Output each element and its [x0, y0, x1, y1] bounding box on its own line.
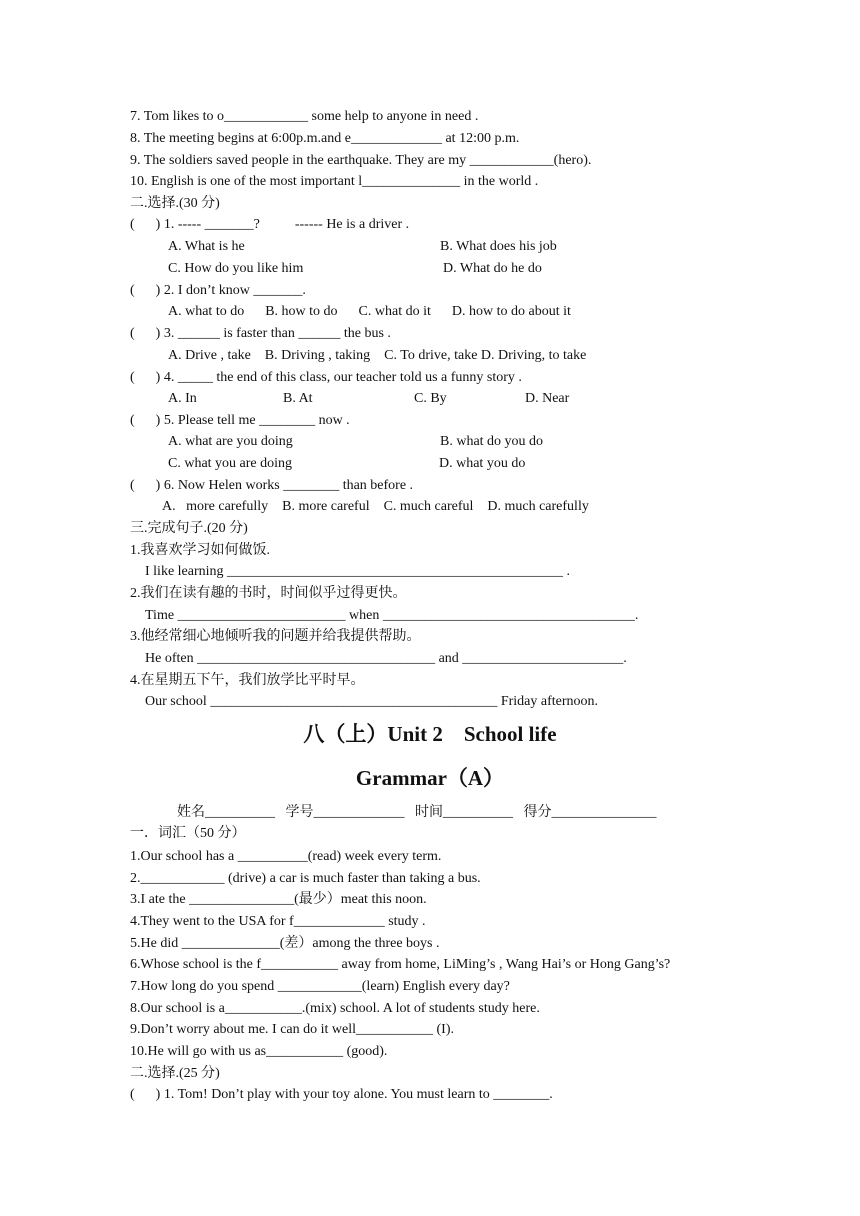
- vocab-item: 6.Whose school is the f___________ away from home, LiMing’s , Wang Hai’s or Hong Gang’s?: [130, 957, 671, 972]
- sentence-english: I like learning ________________________________________________ .: [145, 564, 571, 579]
- vocab-item: 1.Our school has a __________(read) week every term.: [130, 849, 442, 864]
- option-c: C. How do you like him: [168, 261, 304, 276]
- vocab-item: 2.____________ (drive) a car is much faster than taking a bus.: [130, 871, 481, 886]
- question-stem: ( ) 5. Please tell me ________ now .: [130, 413, 350, 428]
- option-d: D. What do he do: [443, 261, 542, 276]
- option-c: C. By: [414, 391, 447, 406]
- vocab-item: 8. The meeting begins at 6:00p.m.and e_____________ at 12:00 p.m.: [130, 131, 520, 146]
- question-options: A. Drive , take B. Driving , taking C. To drive, take D. Driving, to take: [168, 348, 587, 363]
- sentence-english: He often __________________________________ and _______________________.: [145, 651, 627, 666]
- question-options: A. what to do B. how to do C. what do it D. how to do about it: [168, 304, 571, 319]
- question-stem: ( ) 2. I don’t know _______.: [130, 283, 306, 298]
- vocab-item: 7. Tom likes to o____________ some help to anyone in need .: [130, 109, 479, 124]
- option-d: D. what you do: [439, 456, 526, 471]
- option-a: A. What is he: [168, 239, 245, 254]
- sentence-chinese: 1.我喜欢学习如何做饭.: [130, 543, 270, 558]
- vocab-item: 9. The soldiers saved people in the earthquake. They are my ____________(hero).: [130, 153, 592, 168]
- question-stem: ( ) 3. ______ is faster than ______ the bus .: [130, 326, 391, 341]
- section-heading-complete: 三.完成句子.(20 分): [130, 521, 248, 536]
- option-b: B. At: [283, 391, 313, 406]
- section-heading-choice: 二.选择.(25 分): [130, 1066, 220, 1081]
- option-d: D. Near: [525, 391, 570, 406]
- section-heading-vocab: 一．词汇（50 分）: [130, 826, 246, 841]
- section-heading-choice: 二.选择.(30 分): [130, 196, 220, 211]
- sentence-chinese: 2.我们在读有趣的书时，时间似乎过得更快。: [130, 586, 407, 601]
- sentence-chinese: 3.他经常细心地倾听我的问题并给我提供帮助。: [130, 629, 421, 644]
- vocab-item: 10.He will go with us as___________ (good).: [130, 1044, 388, 1059]
- vocab-item: 8.Our school is a___________.(mix) school. A lot of students study here.: [130, 1001, 540, 1016]
- vocab-item: 3.I ate the _______________(最少）meat this noon.: [130, 892, 427, 907]
- vocab-item: 10. English is one of the most important l______________ in the world .: [130, 174, 539, 189]
- question-stem: ( ) 4. _____ the end of this class, our teacher told us a funny story .: [130, 370, 522, 385]
- student-info-line: 姓名__________ 学号_____________ 时间__________ 得分_______________: [177, 805, 657, 820]
- vocab-item: 9.Don’t worry about me. I can do it well___________ (I).: [130, 1022, 455, 1037]
- option-a: A. In: [168, 391, 197, 406]
- option-b: B. what do you do: [440, 434, 544, 449]
- option-b: B. What does his job: [440, 239, 557, 254]
- option-c: C. what you are doing: [168, 456, 293, 471]
- question-stem: ( ) 1. Tom! Don’t play with your toy alone. You must learn to ________.: [130, 1087, 553, 1102]
- worksheet-title: 八（上）Unit 2 School life: [303, 722, 557, 746]
- question-stem: ( ) 6. Now Helen works ________ than before .: [130, 478, 414, 493]
- vocab-item: 4.They went to the USA for f_____________ study .: [130, 914, 426, 929]
- sentence-english: Our school _________________________________________ Friday afternoon.: [145, 694, 599, 709]
- sentence-english: Time ________________________ when ____________________________________.: [145, 608, 639, 623]
- question-stem: ( ) 1. ----- _______? ------ He is a driver .: [130, 217, 410, 232]
- option-a: A. what are you doing: [168, 434, 293, 449]
- vocab-item: 7.How long do you spend ____________(learn) English every day?: [130, 979, 510, 994]
- vocab-item: 5.He did ______________(差）among the three boys .: [130, 936, 440, 951]
- worksheet-subtitle: Grammar（A）: [355, 766, 505, 790]
- sentence-chinese: 4.在星期五下午，我们放学比平时早。: [130, 673, 365, 688]
- question-options: A. more carefully B. more careful C. much careful D. much carefully: [162, 499, 589, 514]
